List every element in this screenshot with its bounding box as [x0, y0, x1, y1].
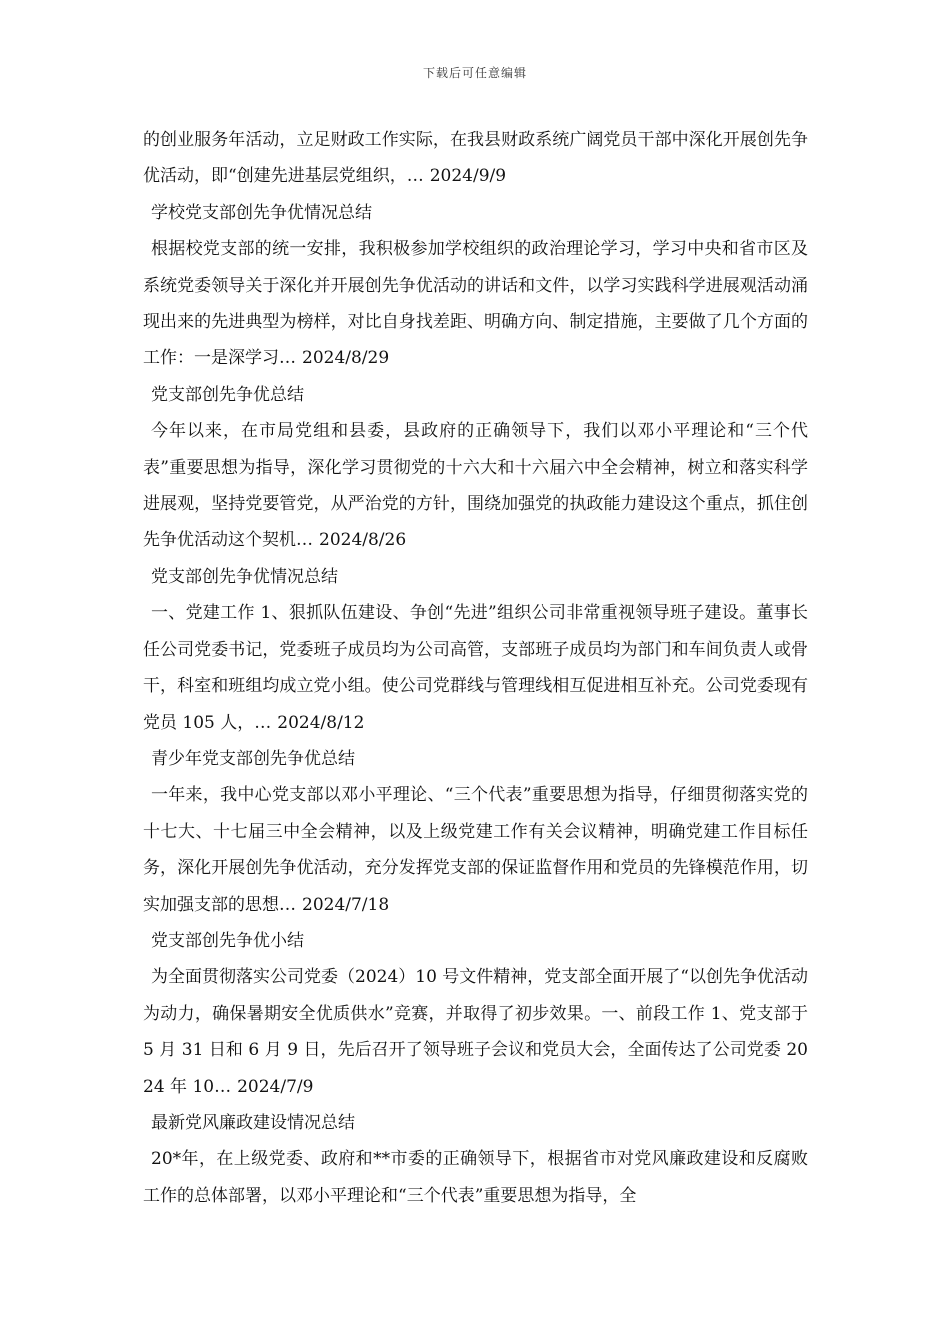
entry-text: 今年以来，在市局党组和县委，县政府的正确领导下，我们以邓小平理论和“三个代表”重要思想为指导，深化学习贯彻党的十六大和十六届六中全会精神，树立和落实科学进展观，坚持党要管党，从严治党的方针，围绕加强党的执政能力建设这个重点，抓住创先争优活动这个契机… — [143, 421, 808, 551]
entry-title: 青少年党支部创先争优总结 — [151, 748, 355, 769]
intro-date: 2024/9/9 — [429, 166, 507, 187]
intro-paragraph — [143, 122, 808, 195]
entry — [143, 559, 808, 741]
entry-date: 2024/7/18 — [302, 894, 390, 915]
entry-body — [143, 959, 808, 1105]
entry-text: 为全面贯彻落实公司党委（2024）10 号文件精神，党支部全面开展了“以创先争优活动为动力，确保暑期安全优质供水”竞赛，并取得了初步效果。一、前段工作 1、党支部于 5 月 31 日和 6 月 9 日，先后召开了领导班子会议和党员大会，全面传达了公司党委 2024 年 10… — [143, 967, 808, 1097]
entry-text: 一年来，我中心党支部以邓小平理论、“三个代表”重要思想为指导，仔细贯彻落实党的十七大、十七届三中全会精神，以及上级党建工作有关会议精神，明确党建工作目标任务，深化开展创先争优活动，充分发挥党支部的保证监督作用和党员的先锋模范作用，切实加强支部的思想… — [143, 785, 808, 915]
entry-text: 一、党建工作 1、狠抓队伍建设、争创“先进”组织公司非常重视领导班子建设。董事长任公司党委书记，党委班子成员均为公司高管，支部班子成员均为部门和车间负责人或骨干，科室和班组均成立党小组。使公司党群线与管理线相互促进相互补充。公司党委现有党员 105 人，… — [143, 603, 808, 733]
entry-title: 党支部创先争优情况总结 — [151, 566, 338, 587]
entry-body — [143, 777, 808, 923]
entry — [143, 741, 808, 923]
entry-date: 2024/8/26 — [319, 530, 407, 551]
entry — [143, 1105, 808, 1214]
entry-body — [143, 231, 808, 377]
entry-title: 党支部创先争优小结 — [151, 930, 304, 951]
entry-body — [143, 595, 808, 741]
entry-title: 最新党风廉政建设情况总结 — [151, 1112, 355, 1133]
entry-text: 20*年，在上级党委、政府和**市委的正确领导下，根据省市对党风廉政建设和反腐败工作的总体部署，以邓小平理论和“三个代表”重要思想为指导，全 — [143, 1149, 808, 1206]
document-body — [143, 122, 808, 1214]
page-header: 下载后可任意编辑 — [422, 66, 527, 80]
entry-body — [143, 1141, 808, 1214]
intro-text: 的创业服务年活动，立足财政工作实际，在我县财政系统广阔党员干部中深化开展创先争优活动，即“创建先进基层党组织，… — [143, 130, 808, 187]
entry — [143, 377, 808, 559]
entry-text: 根据校党支部的统一安排，我积极参加学校组织的政治理论学习，学习中央和省市区及系统党委领导关于深化并开展创先争优活动的讲话和文件，以学习实践科学进展观活动涌现出来的先进典型为榜样，对比自身找差距、明确方向、制定措施，主要做了几个方面的工作：一是深学习… — [143, 239, 808, 369]
entry — [143, 195, 808, 377]
entry-title: 学校党支部创先争优情况总结 — [151, 202, 372, 223]
entry-date: 2024/8/12 — [277, 712, 365, 733]
entry-date: 2024/7/9 — [237, 1076, 314, 1097]
entry — [143, 923, 808, 1105]
entry-body — [143, 413, 808, 559]
entry-title: 党支部创先争优总结 — [151, 384, 304, 405]
entry-date: 2024/8/29 — [302, 348, 390, 369]
